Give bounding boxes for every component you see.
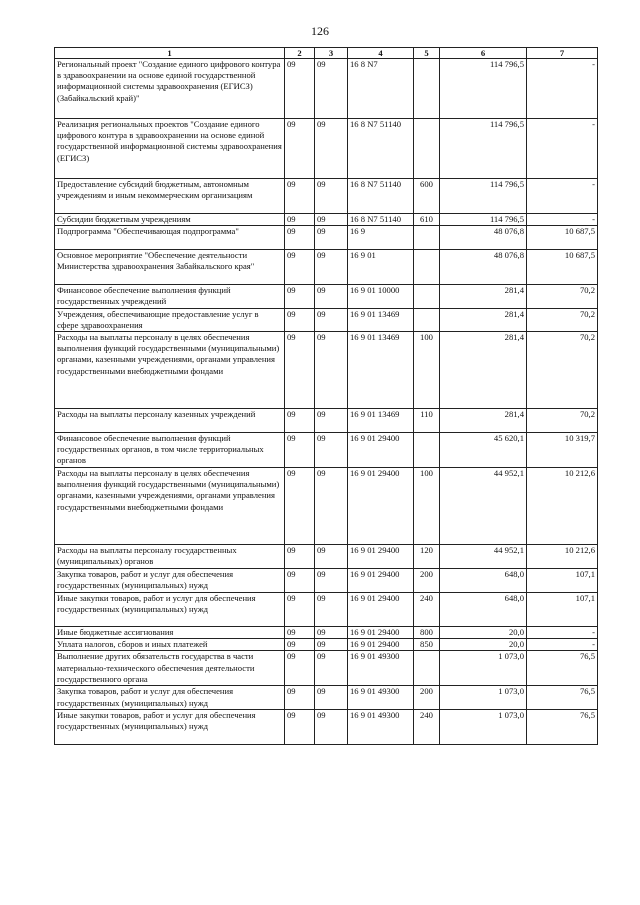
- row-amount-cell: 648,0: [440, 593, 527, 627]
- row-name-cell: Закупка товаров, работ и услуг для обеспечения государственных (муниципальных) нужд: [55, 569, 285, 593]
- row-target-article-cell: 16 9: [348, 226, 414, 250]
- row-section-cell: 09: [285, 639, 315, 651]
- row-amount-2-cell: -: [527, 119, 598, 179]
- table-row: [55, 651, 598, 686]
- row-name-cell: Расходы на выплаты персоналу казенных учреждений: [55, 409, 285, 433]
- row-subsection-cell: 09: [315, 627, 348, 639]
- row-target-article-cell: 16 9 01 49300: [348, 651, 414, 686]
- row-amount-cell: 114 796,5: [440, 214, 527, 226]
- row-subsection-cell: 09: [315, 569, 348, 593]
- row-subsection-cell: 09: [315, 59, 348, 119]
- row-name-cell: Основное мероприятие "Обеспечение деятельности Министерства здравоохранения Забайкальского края": [55, 250, 285, 285]
- row-name-cell: Учреждения, обеспечивающие предоставление услуг в сфере здравоохранения: [55, 308, 285, 331]
- row-amount-cell: 44 952,1: [440, 468, 527, 545]
- row-target-article-cell: 16 9 01 13469: [348, 308, 414, 331]
- row-subsection-cell: 09: [315, 686, 348, 709]
- row-name-cell: Иные закупки товаров, работ и услуг для обеспечения государственных (муниципальных) нужд: [55, 593, 285, 627]
- row-section-cell: 09: [285, 226, 315, 250]
- row-subsection-cell: 09: [315, 639, 348, 651]
- row-expense-type-cell: 200: [414, 569, 440, 593]
- row-amount-2-cell: 10 687,5: [527, 250, 598, 285]
- table-row: [55, 409, 598, 433]
- header-col-1: 1: [55, 48, 285, 59]
- header-col-3: 3: [315, 48, 348, 59]
- row-amount-cell: 281,4: [440, 308, 527, 331]
- row-amount-cell: 45 620,1: [440, 433, 527, 468]
- row-section-cell: 09: [285, 433, 315, 468]
- row-target-article-cell: 16 9 01 13469: [348, 409, 414, 433]
- row-expense-type-cell: [414, 285, 440, 308]
- row-name-cell: Финансовое обеспечение выполнения функций государственных учреждений: [55, 285, 285, 308]
- table-row: [55, 433, 598, 468]
- row-expense-type-cell: 600: [414, 179, 440, 214]
- row-subsection-cell: 09: [315, 468, 348, 545]
- row-name-cell: Подпрограмма "Обеспечивающая подпрограмма": [55, 226, 285, 250]
- row-target-article-cell: 16 9 01 29400: [348, 593, 414, 627]
- budget-table: [54, 47, 598, 745]
- table-row: [55, 119, 598, 179]
- row-expense-type-cell: 120: [414, 545, 440, 569]
- row-expense-type-cell: 240: [414, 593, 440, 627]
- row-section-cell: 09: [285, 468, 315, 545]
- row-amount-2-cell: 70,2: [527, 332, 598, 409]
- row-target-article-cell: 16 9 01 10000: [348, 285, 414, 308]
- table-row: [55, 214, 598, 226]
- table-row: [55, 308, 598, 331]
- row-amount-2-cell: 10 212,6: [527, 545, 598, 569]
- row-expense-type-cell: [414, 119, 440, 179]
- row-target-article-cell: 16 8 N7 51140: [348, 119, 414, 179]
- table-row: [55, 179, 598, 214]
- row-expense-type-cell: 110: [414, 409, 440, 433]
- row-subsection-cell: 09: [315, 409, 348, 433]
- row-target-article-cell: 16 9 01 29400: [348, 639, 414, 651]
- row-amount-cell: 648,0: [440, 569, 527, 593]
- row-amount-cell: 114 796,5: [440, 59, 527, 119]
- row-amount-2-cell: 76,5: [527, 686, 598, 709]
- row-section-cell: 09: [285, 285, 315, 308]
- row-amount-2-cell: -: [527, 214, 598, 226]
- row-amount-cell: 281,4: [440, 332, 527, 409]
- row-expense-type-cell: [414, 651, 440, 686]
- row-expense-type-cell: 200: [414, 686, 440, 709]
- row-expense-type-cell: 610: [414, 214, 440, 226]
- table-row: [55, 709, 598, 744]
- row-section-cell: 09: [285, 593, 315, 627]
- row-name-cell: Иные закупки товаров, работ и услуг для обеспечения государственных (муниципальных) нужд: [55, 709, 285, 744]
- row-target-article-cell: 16 8 N7 51140: [348, 214, 414, 226]
- row-expense-type-cell: [414, 250, 440, 285]
- row-amount-2-cell: 107,1: [527, 593, 598, 627]
- row-name-cell: Закупка товаров, работ и услуг для обеспечения государственных (муниципальных) нужд: [55, 686, 285, 709]
- row-amount-2-cell: 76,5: [527, 709, 598, 744]
- row-expense-type-cell: [414, 433, 440, 468]
- row-name-cell: Региональный проект "Создание единого цифрового контура в здравоохранении на основе единой государственной информационной системы здравоохранения (ЕГИСЗ) (Забайкальский край)": [55, 59, 285, 119]
- row-amount-2-cell: -: [527, 59, 598, 119]
- row-section-cell: 09: [285, 409, 315, 433]
- row-name-cell: Иные бюджетные ассигнования: [55, 627, 285, 639]
- row-amount-2-cell: -: [527, 627, 598, 639]
- header-col-7: 7: [527, 48, 598, 59]
- row-name-cell: Расходы на выплаты персоналу в целях обеспечения выполнения функций государственными (муниципальными) органами, казенными учреждениями, органами управления государственными внебюджетными фондами: [55, 468, 285, 545]
- row-target-article-cell: 16 8 N7 51140: [348, 179, 414, 214]
- row-amount-cell: 281,4: [440, 409, 527, 433]
- row-amount-2-cell: 76,5: [527, 651, 598, 686]
- row-subsection-cell: 09: [315, 214, 348, 226]
- row-expense-type-cell: [414, 59, 440, 119]
- row-amount-cell: 1 073,0: [440, 651, 527, 686]
- row-section-cell: 09: [285, 627, 315, 639]
- row-name-cell: Выполнение других обязательств государства в части материально-технического обеспечения деятельности государственного органа: [55, 651, 285, 686]
- row-amount-2-cell: 10 687,5: [527, 226, 598, 250]
- table-row: [55, 332, 598, 409]
- row-target-article-cell: 16 9 01 29400: [348, 545, 414, 569]
- row-section-cell: 09: [285, 59, 315, 119]
- row-expense-type-cell: 100: [414, 468, 440, 545]
- row-subsection-cell: 09: [315, 332, 348, 409]
- row-name-cell: Расходы на выплаты персоналу в целях обеспечения выполнения функций государственными (муниципальными) органами, казенными учреждениями, органами управления государственными внебюджетными фондами: [55, 332, 285, 409]
- row-expense-type-cell: [414, 308, 440, 331]
- row-name-cell: Субсидии бюджетным учреждениям: [55, 214, 285, 226]
- row-section-cell: 09: [285, 569, 315, 593]
- row-amount-cell: 20,0: [440, 627, 527, 639]
- row-target-article-cell: 16 9 01 29400: [348, 468, 414, 545]
- row-section-cell: 09: [285, 214, 315, 226]
- row-section-cell: 09: [285, 308, 315, 331]
- row-name-cell: Предоставление субсидий бюджетным, автономным учреждениям и иным некоммерческим организациям: [55, 179, 285, 214]
- row-subsection-cell: 09: [315, 545, 348, 569]
- header-col-5: 5: [414, 48, 440, 59]
- row-amount-cell: 48 076,8: [440, 250, 527, 285]
- row-amount-2-cell: 70,2: [527, 409, 598, 433]
- row-section-cell: 09: [285, 651, 315, 686]
- row-name-cell: Уплата налогов, сборов и иных платежей: [55, 639, 285, 651]
- row-target-article-cell: 16 9 01: [348, 250, 414, 285]
- table-row: [55, 59, 598, 119]
- row-section-cell: 09: [285, 179, 315, 214]
- row-amount-2-cell: 10 212,6: [527, 468, 598, 545]
- row-expense-type-cell: 100: [414, 332, 440, 409]
- row-subsection-cell: 09: [315, 709, 348, 744]
- row-amount-2-cell: 10 319,7: [527, 433, 598, 468]
- row-section-cell: 09: [285, 686, 315, 709]
- row-amount-cell: 44 952,1: [440, 545, 527, 569]
- row-amount-cell: 1 073,0: [440, 686, 527, 709]
- row-amount-2-cell: 107,1: [527, 569, 598, 593]
- row-section-cell: 09: [285, 119, 315, 179]
- row-amount-cell: 114 796,5: [440, 179, 527, 214]
- row-subsection-cell: 09: [315, 250, 348, 285]
- row-expense-type-cell: 240: [414, 709, 440, 744]
- row-amount-cell: 20,0: [440, 639, 527, 651]
- table-row: [55, 593, 598, 627]
- row-target-article-cell: 16 9 01 29400: [348, 627, 414, 639]
- row-target-article-cell: 16 9 01 49300: [348, 686, 414, 709]
- row-section-cell: 09: [285, 332, 315, 409]
- row-section-cell: 09: [285, 250, 315, 285]
- table-row: [55, 545, 598, 569]
- table-row: [55, 468, 598, 545]
- header-row: [55, 48, 598, 59]
- table-row: [55, 226, 598, 250]
- row-expense-type-cell: 850: [414, 639, 440, 651]
- row-target-article-cell: 16 9 01 29400: [348, 433, 414, 468]
- page-number: 126: [311, 24, 329, 38]
- row-amount-cell: 48 076,8: [440, 226, 527, 250]
- row-subsection-cell: 09: [315, 651, 348, 686]
- row-expense-type-cell: [414, 226, 440, 250]
- table-row: [55, 250, 598, 285]
- row-amount-cell: 114 796,5: [440, 119, 527, 179]
- table-row: [55, 285, 598, 308]
- row-section-cell: 09: [285, 545, 315, 569]
- row-target-article-cell: 16 9 01 13469: [348, 332, 414, 409]
- row-amount-2-cell: 70,2: [527, 308, 598, 331]
- row-subsection-cell: 09: [315, 308, 348, 331]
- row-amount-2-cell: 70,2: [527, 285, 598, 308]
- row-amount-cell: 1 073,0: [440, 709, 527, 744]
- row-amount-cell: 281,4: [440, 285, 527, 308]
- header-col-4: 4: [348, 48, 414, 59]
- row-target-article-cell: 16 9 01 29400: [348, 569, 414, 593]
- row-name-cell: Финансовое обеспечение выполнения функций государственных органов, в том числе территориальных органов: [55, 433, 285, 468]
- row-name-cell: Реализация региональных проектов "Создание единого цифрового контура в здравоохранении на основе единой государственной информационной системы здравоохранения (ЕГИСЗ): [55, 119, 285, 179]
- row-amount-2-cell: -: [527, 179, 598, 214]
- row-subsection-cell: 09: [315, 433, 348, 468]
- row-subsection-cell: 09: [315, 285, 348, 308]
- row-section-cell: 09: [285, 709, 315, 744]
- table-row: [55, 569, 598, 593]
- row-target-article-cell: 16 8 N7: [348, 59, 414, 119]
- row-target-article-cell: 16 9 01 49300: [348, 709, 414, 744]
- table-row: [55, 686, 598, 709]
- row-name-cell: Расходы на выплаты персоналу государственных (муниципальных) органов: [55, 545, 285, 569]
- row-subsection-cell: 09: [315, 226, 348, 250]
- row-subsection-cell: 09: [315, 119, 348, 179]
- header-col-6: 6: [440, 48, 527, 59]
- row-subsection-cell: 09: [315, 593, 348, 627]
- row-expense-type-cell: 800: [414, 627, 440, 639]
- header-col-2: 2: [285, 48, 315, 59]
- row-subsection-cell: 09: [315, 179, 348, 214]
- row-amount-2-cell: -: [527, 639, 598, 651]
- table-row: [55, 639, 598, 651]
- table-row: [55, 627, 598, 639]
